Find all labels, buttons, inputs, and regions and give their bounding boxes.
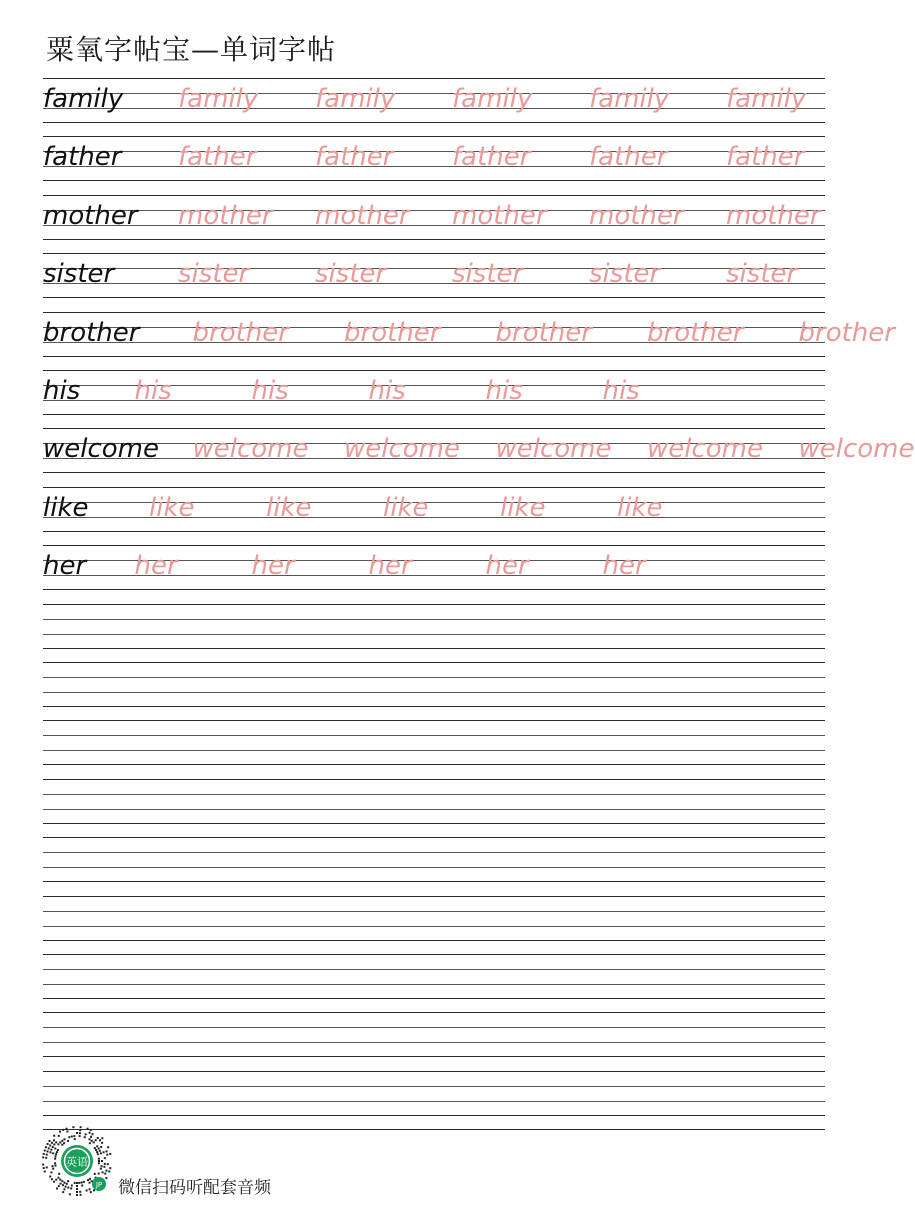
model-word: sister bbox=[43, 259, 115, 290]
ruled-line bbox=[43, 122, 825, 123]
ruled-line bbox=[43, 428, 825, 429]
practice-row bbox=[43, 253, 825, 311]
ruled-line bbox=[43, 1129, 825, 1130]
ruled-line bbox=[43, 1042, 825, 1043]
ruled-line bbox=[43, 969, 825, 970]
ruled-line bbox=[43, 108, 825, 109]
trace-word: family bbox=[589, 84, 670, 114]
trace-word: brother bbox=[344, 317, 441, 348]
practice-row bbox=[43, 545, 825, 603]
trace-word: her bbox=[251, 551, 295, 582]
trace-word: his bbox=[602, 376, 640, 406]
model-word: her bbox=[43, 551, 87, 582]
practice-row bbox=[43, 312, 895, 370]
trace-word: family bbox=[178, 84, 259, 114]
ruled-line bbox=[43, 531, 825, 532]
practice-row bbox=[43, 428, 915, 486]
trace-word: like bbox=[500, 492, 546, 523]
ruled-line bbox=[43, 297, 825, 298]
ruled-line bbox=[43, 837, 825, 838]
trace-word: like bbox=[266, 492, 312, 523]
ruled-line bbox=[43, 180, 825, 181]
ruled-line bbox=[43, 195, 825, 196]
practice-row bbox=[43, 195, 825, 253]
ruled-line bbox=[43, 677, 825, 678]
ruled-line bbox=[43, 1115, 825, 1116]
ruled-line bbox=[43, 735, 825, 736]
trace-word: father bbox=[589, 142, 668, 173]
blank-practice-row bbox=[43, 837, 825, 895]
blank-practice-row bbox=[43, 779, 825, 837]
trace-word: father bbox=[726, 142, 805, 173]
practice-row bbox=[43, 136, 825, 194]
model-word: welcome bbox=[43, 434, 160, 465]
qr-corner-label: JP bbox=[95, 1181, 103, 1189]
qr-badge-label: 英语 bbox=[66, 1155, 88, 1169]
practice-row bbox=[43, 78, 825, 136]
ruled-line bbox=[43, 619, 825, 620]
ruled-line bbox=[43, 487, 825, 488]
blank-practice-row bbox=[43, 604, 825, 662]
trace-word: mother bbox=[315, 200, 410, 231]
practice-row bbox=[43, 487, 825, 545]
ruled-line bbox=[43, 356, 825, 357]
ruled-line bbox=[43, 239, 825, 240]
ruled-line bbox=[43, 1056, 825, 1057]
ruled-line bbox=[43, 852, 825, 853]
trace-word: family bbox=[452, 84, 533, 114]
ruled-line bbox=[43, 151, 825, 152]
ruled-line bbox=[43, 472, 825, 473]
ruled-line bbox=[43, 604, 825, 605]
ruled-line bbox=[43, 662, 825, 663]
ruled-line bbox=[43, 268, 825, 269]
ruled-line bbox=[43, 794, 825, 795]
trace-word: welcome bbox=[192, 434, 309, 465]
trace-word: brother bbox=[647, 317, 744, 348]
trace-word: like bbox=[383, 492, 429, 523]
ruled-line bbox=[43, 166, 825, 167]
blank-practice-row bbox=[43, 954, 825, 1012]
ruled-line bbox=[43, 720, 825, 721]
trace-word: his bbox=[251, 376, 289, 406]
ruled-line bbox=[43, 1027, 825, 1028]
practice-row bbox=[43, 370, 825, 428]
trace-word: mother bbox=[178, 200, 273, 231]
trace-word: welcome bbox=[344, 434, 461, 465]
trace-word: his bbox=[368, 376, 406, 406]
trace-word: sister bbox=[315, 259, 387, 290]
ruled-line bbox=[43, 1012, 825, 1013]
ruled-line bbox=[43, 926, 825, 927]
trace-word: mother bbox=[726, 200, 821, 231]
ruled-line bbox=[43, 896, 825, 897]
blank-practice-row bbox=[43, 896, 825, 954]
ruled-line bbox=[43, 706, 825, 707]
ruled-line bbox=[43, 93, 825, 94]
trace-word: sister bbox=[178, 259, 250, 290]
blank-practice-row bbox=[43, 720, 825, 778]
ruled-line bbox=[43, 764, 825, 765]
trace-word: his bbox=[485, 376, 523, 406]
qr-code[interactable] bbox=[42, 1127, 112, 1197]
blank-practice-row bbox=[43, 1012, 825, 1070]
trace-word: brother bbox=[495, 317, 592, 348]
ruled-line bbox=[43, 692, 825, 693]
blank-practice-row bbox=[43, 1071, 825, 1129]
ruled-line bbox=[43, 370, 825, 371]
trace-word: father bbox=[452, 142, 531, 173]
ruled-line bbox=[43, 911, 825, 912]
ruled-line bbox=[43, 750, 825, 751]
trace-word: father bbox=[178, 142, 257, 173]
trace-word: mother bbox=[589, 200, 684, 231]
model-word: like bbox=[43, 492, 89, 523]
ruled-line bbox=[43, 414, 825, 415]
trace-word: sister bbox=[726, 259, 798, 290]
ruled-line bbox=[43, 78, 825, 79]
trace-word: her bbox=[134, 551, 178, 582]
trace-word: family bbox=[315, 84, 396, 114]
ruled-line bbox=[43, 779, 825, 780]
ruled-line bbox=[43, 984, 825, 985]
trace-word: like bbox=[617, 492, 663, 523]
ruled-line bbox=[43, 253, 825, 254]
ruled-line bbox=[43, 954, 825, 955]
model-word: brother bbox=[43, 317, 140, 348]
ruled-line bbox=[43, 634, 825, 635]
ruled-line bbox=[43, 312, 825, 313]
trace-word: sister bbox=[452, 259, 524, 290]
page-title: 粟氧字帖宝—单词字帖 bbox=[46, 33, 337, 66]
blank-practice-row bbox=[43, 662, 825, 720]
model-word: his bbox=[43, 376, 81, 406]
model-word: family bbox=[43, 84, 124, 114]
ruled-line bbox=[43, 867, 825, 868]
ruled-line bbox=[43, 136, 825, 137]
trace-word: like bbox=[149, 492, 195, 523]
trace-word: welcome bbox=[798, 434, 915, 465]
ruled-line bbox=[43, 881, 825, 882]
ruled-line bbox=[43, 225, 825, 226]
model-word: mother bbox=[43, 200, 138, 231]
trace-word: brother bbox=[192, 317, 289, 348]
trace-word: brother bbox=[798, 317, 895, 348]
ruled-line bbox=[43, 283, 825, 284]
ruled-line bbox=[43, 823, 825, 824]
ruled-line bbox=[43, 648, 825, 649]
footer-caption: 微信扫码听配套音频 bbox=[118, 1178, 271, 1198]
trace-word: her bbox=[602, 551, 646, 582]
trace-word: welcome bbox=[495, 434, 612, 465]
ruled-line bbox=[43, 1071, 825, 1072]
trace-word: family bbox=[726, 84, 807, 114]
trace-word: father bbox=[315, 142, 394, 173]
trace-word: mother bbox=[452, 200, 547, 231]
trace-word: her bbox=[485, 551, 529, 582]
ruled-line bbox=[43, 998, 825, 999]
ruled-line bbox=[43, 1086, 825, 1087]
trace-word: his bbox=[134, 376, 172, 406]
trace-word: her bbox=[368, 551, 412, 582]
trace-word: welcome bbox=[647, 434, 764, 465]
trace-word: sister bbox=[589, 259, 661, 290]
ruled-line bbox=[43, 940, 825, 941]
ruled-line bbox=[43, 545, 825, 546]
ruled-line bbox=[43, 589, 825, 590]
ruled-line bbox=[43, 809, 825, 810]
model-word: father bbox=[43, 142, 122, 173]
ruled-line bbox=[43, 210, 825, 211]
ruled-line bbox=[43, 1101, 825, 1102]
